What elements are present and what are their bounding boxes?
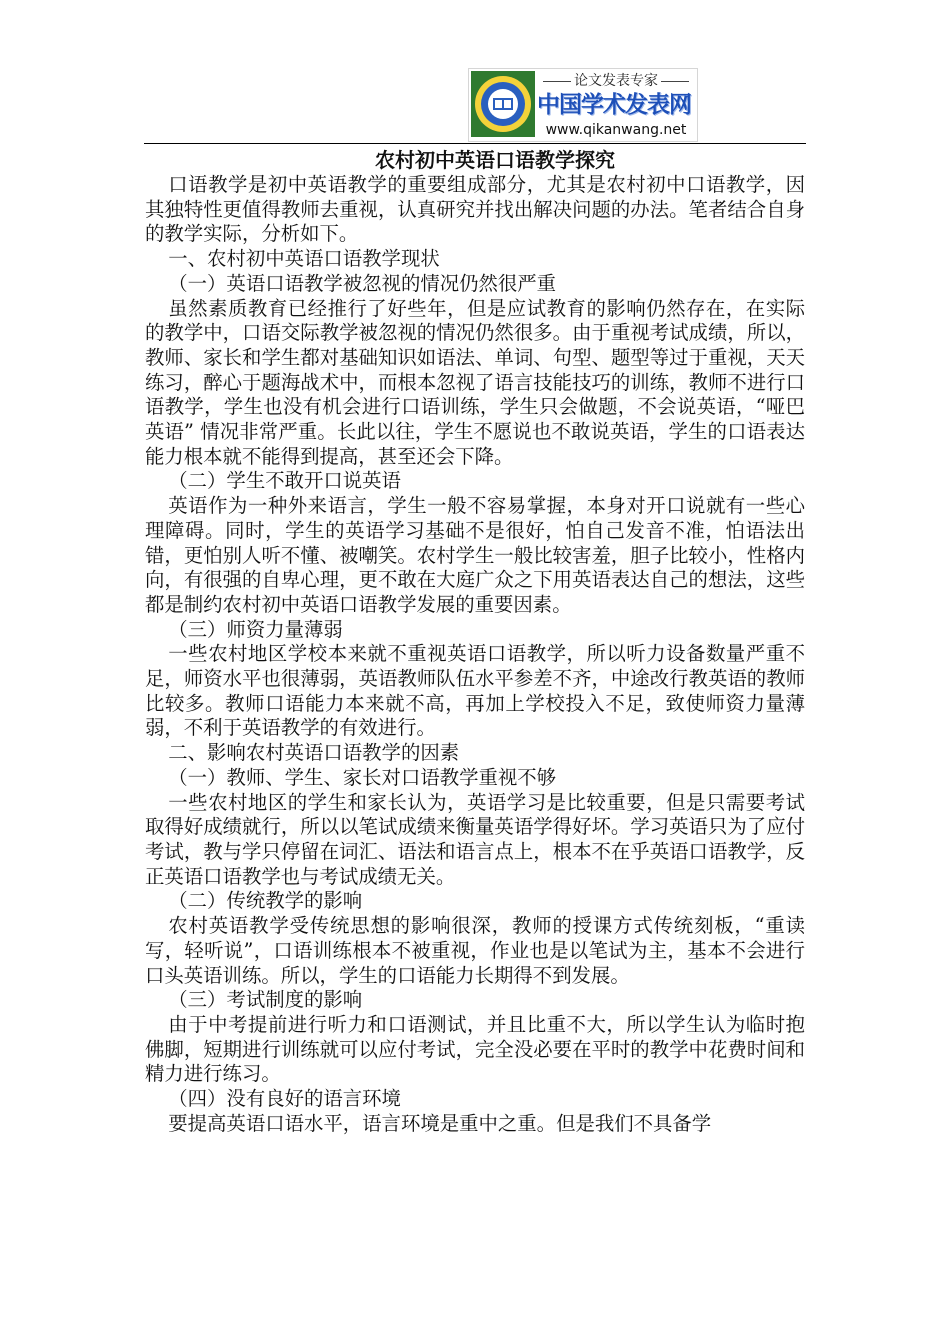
logo-url[interactable]: www.qikanwang.net bbox=[545, 122, 687, 138]
paragraph: 要提高英语口语水平，语言环境是重中之重。但是我们不具备学 bbox=[168, 1111, 712, 1135]
paragraph: 虽然素质教育已经推行了好些年，但是应试教育的影响仍然存在，在实际的教学中，口语交际教学被忽视的情况仍然很多。由于重视考试成绩，所以，教师、家长和学生都对基础知识如语法、单词、句型、题型等过于重视，天天练习，醉心于题海战术中，而根本忽视了语言技能技巧的训练，教师不进行口语教学，学生也没有机会进行口语训练，学生只会做题，不会说英语，“哑巴英语” 情况非常严重。长此以往，学生不愿说也不敢说英语，学生的口语表达能力根本就不能得到提高，甚至还会下降。 bbox=[145, 296, 805, 468]
section-heading: （一）英语口语教学被忽视的情况仍然很严重 bbox=[168, 271, 557, 295]
paragraph: 英语作为一种外来语言，学生一般不容易掌握，本身对开口说就有一些心理障碍。同时，学生的英语学习基础不是很好，怕自己发音不准，怕语法出错，更怕别人听不懂、被嘲笑。农村学生一般比较害羞，胆子比较小，性格内向，有很强的自卑心理，更不敢在大庭广众之下用英语表达自己的想法，这些都是制约农村初中英语口语教学发展的重要因素。 bbox=[145, 494, 805, 616]
section-heading: （三）师资力量薄弱 bbox=[168, 617, 343, 641]
document-body bbox=[145, 147, 805, 1136]
paragraph: 口语教学是初中英语教学的重要组成部分，尤其是农村初中口语教学，因其独特性更值得教师去重视，认真研究并找出解决问题的办法。笔者结合自身的教学实际，分析如下。 bbox=[145, 173, 805, 246]
header-rule bbox=[144, 143, 806, 144]
document-content bbox=[145, 173, 805, 1136]
paragraph: 一些农村地区的学生和家长认为，英语学习是比较重要，但是只需要考试取得好成绩就行，所以以笔试成绩来衡量英语学得好坏。学习英语只为了应付考试，教与学只停留在词汇、语法和语言点上，根本不在乎英语口语教学，反正英语口语教学也与考试成绩无关。 bbox=[145, 790, 805, 888]
site-logo[interactable] bbox=[468, 68, 698, 142]
paragraph: 由于中考提前进行听力和口语测试，并且比重不大，所以学生认为临时抱佛脚，短期进行训练就可以应付考试，完全没必要在平时的教学中花费时间和精力进行练习。 bbox=[145, 1012, 805, 1086]
paragraph: 农村英语教学受传统思想的影响很深，教师的授课方式传统刻板，“重读写，轻听说”，口语训练根本不被重视，作业也是以笔试为主，基本不会进行口头英语训练。所以，学生的口语能力长期得不到发展。 bbox=[145, 914, 805, 987]
paragraph: 一些农村地区学校本来就不重视英语口语教学，所以听力设备数量严重不足，师资水平也很薄弱，英语教师队伍水平参差不齐，中途改行教英语的教师比较多。教师口语能力本来就不高，再加上学校投入不足，致使师资力量薄弱，不利于英语教学的有效进行。 bbox=[145, 642, 805, 740]
document-title: 农村初中英语口语教学探究 bbox=[375, 148, 615, 172]
logo-seal-icon bbox=[471, 71, 535, 137]
section-heading: 二、影响农村英语口语教学的因素 bbox=[168, 741, 460, 765]
section-heading: （四）没有良好的语言环境 bbox=[168, 1087, 401, 1111]
logo-tagline: 论文发表专家 bbox=[541, 73, 691, 89]
section-heading: （二）传统教学的影响 bbox=[168, 889, 363, 913]
section-heading: （一）教师、学生、家长对口语教学重视不够 bbox=[168, 765, 557, 789]
section-heading: （二）学生不敢开口说英语 bbox=[168, 469, 401, 493]
section-heading: 一、农村初中英语口语教学现状 bbox=[168, 247, 440, 271]
logo-name: 中国学术发表网 bbox=[537, 92, 691, 118]
section-heading: （三）考试制度的影响 bbox=[168, 988, 363, 1012]
